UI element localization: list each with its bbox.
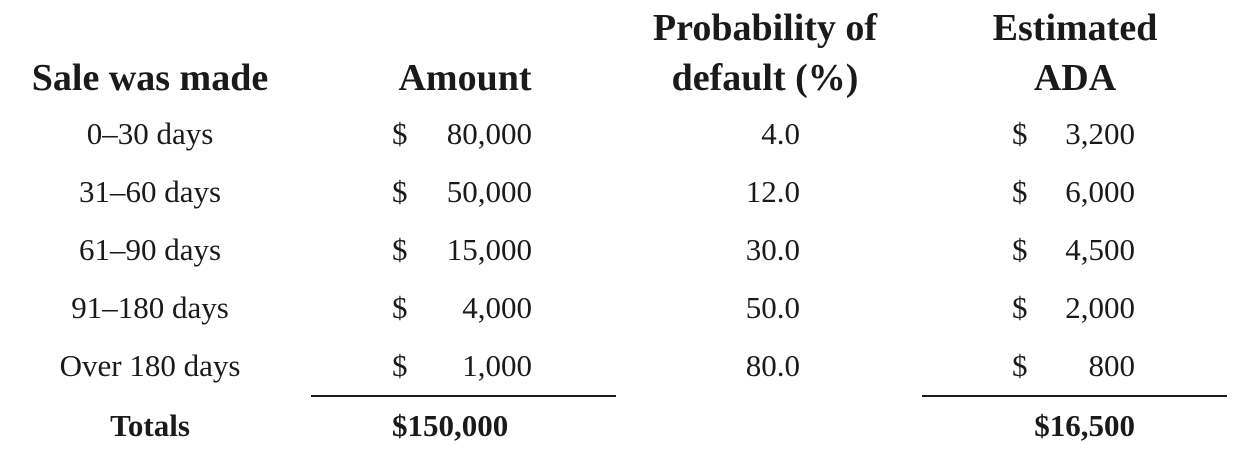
row-period: 31–60 days: [78, 174, 222, 209]
row-ada: 4,500: [1065, 232, 1135, 267]
amount-total-rule: [311, 395, 616, 397]
header-sale-was-made: Sale was made: [31, 57, 269, 99]
header-probability-line2: default (%): [671, 57, 859, 99]
row-amount: 80,000: [446, 116, 532, 151]
ada-total-rule: [922, 395, 1227, 397]
row-period: 61–90 days: [78, 232, 222, 267]
row-currency: $: [392, 232, 408, 267]
row-ada: 3,200: [1065, 116, 1135, 151]
row-probability: 80.0: [745, 348, 800, 383]
row-ada: 800: [1088, 348, 1135, 383]
header-probability-line1: Probability of: [652, 7, 878, 49]
row-period: 91–180 days: [71, 290, 229, 325]
totals-amount: $150,000: [392, 408, 509, 443]
row-currency: $: [392, 348, 408, 383]
row-ada-currency: $: [1012, 232, 1028, 267]
row-period: Over 180 days: [59, 348, 241, 383]
row-probability: 12.0: [745, 174, 800, 209]
header-amount: Amount: [398, 57, 532, 99]
row-probability: 4.0: [761, 116, 800, 151]
row-ada: 2,000: [1065, 290, 1135, 325]
row-amount: 15,000: [446, 232, 532, 267]
row-ada: 6,000: [1065, 174, 1135, 209]
row-currency: $: [392, 116, 408, 151]
row-ada-currency: $: [1012, 290, 1028, 325]
header-ada-line1: Estimated: [992, 7, 1158, 49]
header-ada-line2: ADA: [1033, 57, 1117, 99]
row-amount: 1,000: [462, 348, 532, 383]
row-ada-currency: $: [1012, 116, 1028, 151]
row-amount: 50,000: [446, 174, 532, 209]
row-probability: 30.0: [745, 232, 800, 267]
totals-label: Totals: [110, 408, 190, 443]
row-probability: 50.0: [745, 290, 800, 325]
totals-ada: $16,500: [1034, 408, 1135, 443]
row-ada-currency: $: [1012, 348, 1028, 383]
row-period: 0–30 days: [86, 116, 214, 151]
row-currency: $: [392, 174, 408, 209]
row-currency: $: [392, 290, 408, 325]
row-ada-currency: $: [1012, 174, 1028, 209]
row-amount: 4,000: [462, 290, 532, 325]
